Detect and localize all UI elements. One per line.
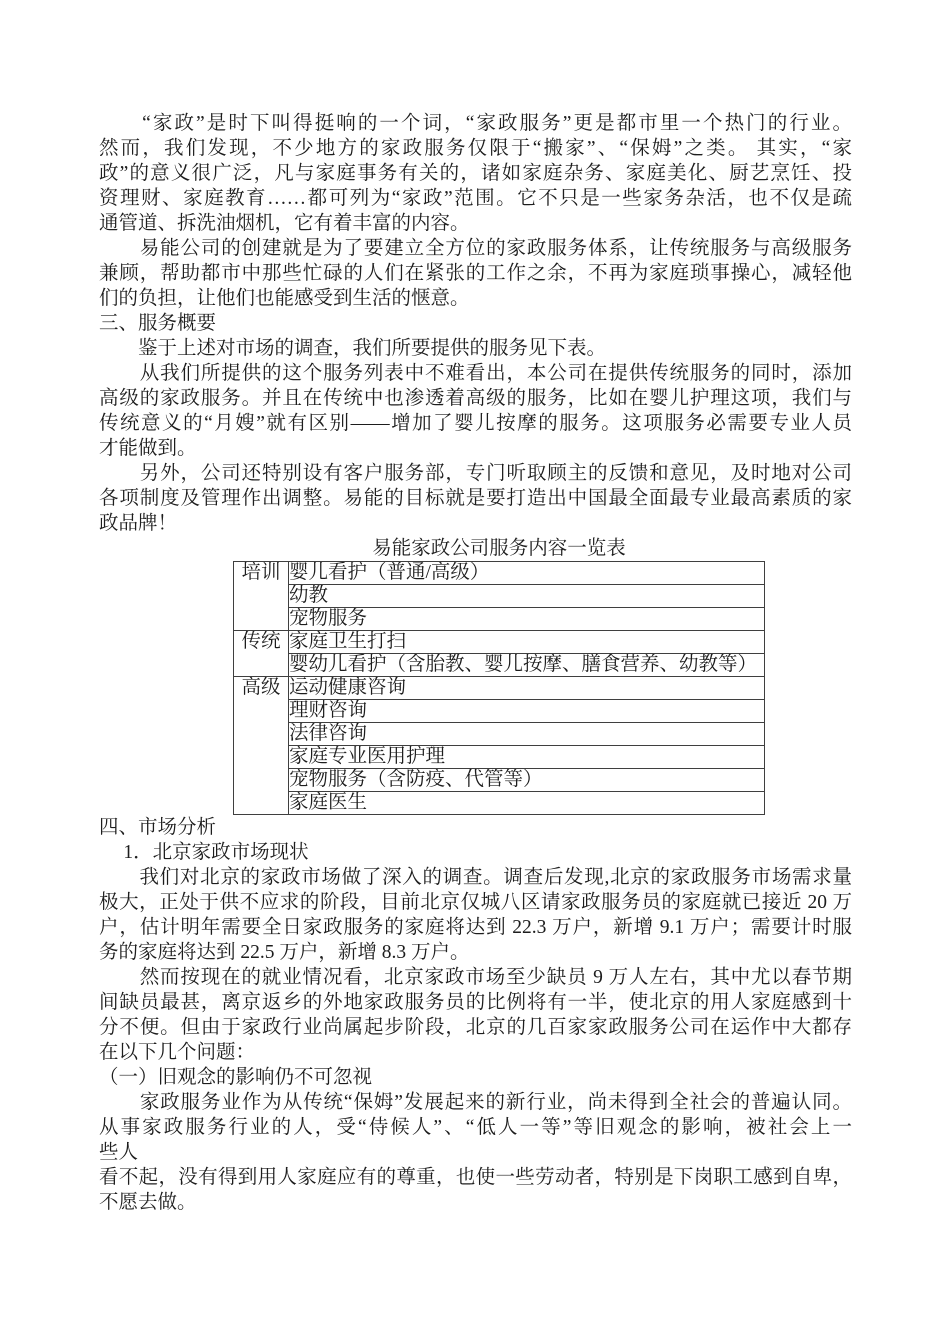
- paragraph-jiazheng-definition: [99, 111, 852, 236]
- heading-issue-1: （一）旧观念的影响仍不可忽视: [99, 1067, 373, 1088]
- table-row: [234, 585, 765, 608]
- para-line: 户，估计明年需要全日家政服务的家庭将达到 22.3 万户，新增 9.1 万户；需要计时服: [99, 917, 852, 938]
- paragraph-old-concepts: [99, 1090, 852, 1215]
- service-category-cell: 高级: [234, 677, 289, 815]
- service-category-cell: 培训: [234, 562, 289, 631]
- table-row: [234, 608, 765, 631]
- table-row: [234, 631, 765, 654]
- para-line: 间缺员最甚，离京返乡的外地家政服务员的比例将有一半，使北京的用人家庭感到十: [99, 992, 852, 1013]
- services-table: [233, 561, 765, 815]
- service-item-cell: 婴幼儿看护（含胎教、婴儿按摩、膳食营养、幼教等）: [289, 654, 765, 677]
- service-item-cell: 理财咨询: [289, 700, 765, 723]
- paragraph-service-list-note: [99, 361, 852, 461]
- table-row: [234, 654, 765, 677]
- table-row: [234, 746, 765, 769]
- para-line: 在以下几个问题：: [99, 1042, 256, 1063]
- para-line: 另外，公司还特别设有客户服务部，专门听取顾主的反馈和意见，及时地对公司: [99, 463, 852, 484]
- para-line: 传统意义的“月嫂”就有区别——增加了婴儿按摩的服务。这项服务必需要专业人员: [99, 413, 852, 434]
- para-line: 政”的意义很广泛，凡与家庭事务有关的，诸如家庭杂务、家庭美化、厨艺烹饪、投: [99, 163, 852, 184]
- para-line: 各项制度及管理作出调整。易能的目标就是要打造出中国最全面最专业最高素质的家: [99, 488, 852, 509]
- para-line: 分不便。但由于家政行业尚属起步阶段，北京的几百家家政服务公司在运作中大都存: [99, 1017, 852, 1038]
- table-row: [234, 723, 765, 746]
- paragraph-customer-service: [99, 461, 852, 536]
- para-line: 然而，我们发现，不少地方的家政服务仅限于“搬家”、“保姆”之类。 其实，“家: [99, 138, 852, 159]
- para-line: 资理财、家庭教育……都可列为“家政”范围。它不只是一些家务杂活，也不仅是疏: [99, 188, 852, 209]
- para-line: 通管道、拆洗油烟机，它有着丰富的内容。: [99, 213, 470, 234]
- table-row: [234, 562, 765, 585]
- table-row: [234, 700, 765, 723]
- heading-sub-1: 1．北京家政市场现状: [99, 842, 309, 863]
- table-row: [234, 769, 765, 792]
- service-item-cell: 宠物服务（含防疫、代管等）: [289, 769, 765, 792]
- para-line: 高级的家政服务。并且在传统中也渗透着高级的服务，比如在婴儿护理这项，我们与: [99, 388, 852, 409]
- para-line: 看不起，没有得到用人家庭应有的尊重，也使一些劳动者，特别是下岗职工感到自卑，: [99, 1167, 852, 1188]
- para-line: 极大，正处于供不应求的阶段，目前北京仅城八区请家政服务员的家庭就已接近 20 万: [99, 892, 852, 913]
- service-item-cell: 婴儿看护（普通/高级）: [289, 562, 765, 585]
- para-line: 政品牌！: [99, 513, 178, 534]
- para-line: 然而按现在的就业情况看，北京家政市场至少缺员 9 万人左右，其中尤以春节期: [99, 967, 852, 988]
- para-line: 从我们所提供的这个服务列表中不难看出，本公司在提供传统服务的同时，添加: [99, 363, 852, 384]
- para-line: 兼顾，帮助都市中那些忙碌的人们在紧张的工作之余，不再为家庭琐事操心，减轻他: [99, 263, 852, 284]
- document-body: [99, 111, 852, 1215]
- para-line: 鉴于上述对市场的调查，我们所要提供的服务见下表。: [99, 338, 607, 359]
- para-line: 家政服务业作为从传统“保姆”发展起来的新行业，尚未得到全社会的普遍认同。: [99, 1092, 852, 1113]
- service-item-cell: 幼教: [289, 585, 765, 608]
- service-item-cell: 运动健康咨询: [289, 677, 765, 700]
- service-item-cell: 家庭卫生打扫: [289, 631, 765, 654]
- heading-section-3: 三、服务概要: [99, 313, 217, 334]
- table-row: [234, 677, 765, 700]
- service-item-cell: 法律咨询: [289, 723, 765, 746]
- para-line: 务的家庭将达到 22.5 万户，新增 8.3 万户。: [99, 942, 470, 963]
- para-line: 我们对北京的家政市场做了深入的调查。调查后发现,北京的家政服务市场需求量: [99, 867, 852, 888]
- service-item-cell: 家庭医生: [289, 792, 765, 815]
- paragraph-company-mission: [99, 236, 852, 311]
- paragraph-beijing-survey: [99, 865, 852, 965]
- service-item-cell: 宠物服务: [289, 608, 765, 631]
- services-table-title: 易能家政公司服务内容一览表: [372, 538, 626, 559]
- para-line: 易能公司的创建就是为了要建立全方位的家政服务体系，让传统服务与高级服务: [99, 238, 852, 259]
- paragraph-employment-situation: [99, 965, 852, 1065]
- heading-section-4: 四、市场分析: [99, 817, 217, 838]
- para-line: 们的负担，让他们也能感受到生活的惬意。: [99, 288, 470, 309]
- service-category-cell: 传统: [234, 631, 289, 677]
- para-line: 不愿去做。: [99, 1192, 197, 1213]
- table-row: [234, 792, 765, 815]
- para-line: “家政”是时下叫得挺响的一个词，“家政服务”更是都市里一个热门的行业。: [99, 113, 852, 134]
- para-line: 从事家政服务行业的人，受“侍候人”、“低人一等”等旧观念的影响，被社会上一: [99, 1117, 852, 1138]
- service-item-cell: 家庭专业医用护理: [289, 746, 765, 769]
- para-line: 些人: [99, 1142, 139, 1163]
- para-line: 才能做到。: [99, 438, 197, 459]
